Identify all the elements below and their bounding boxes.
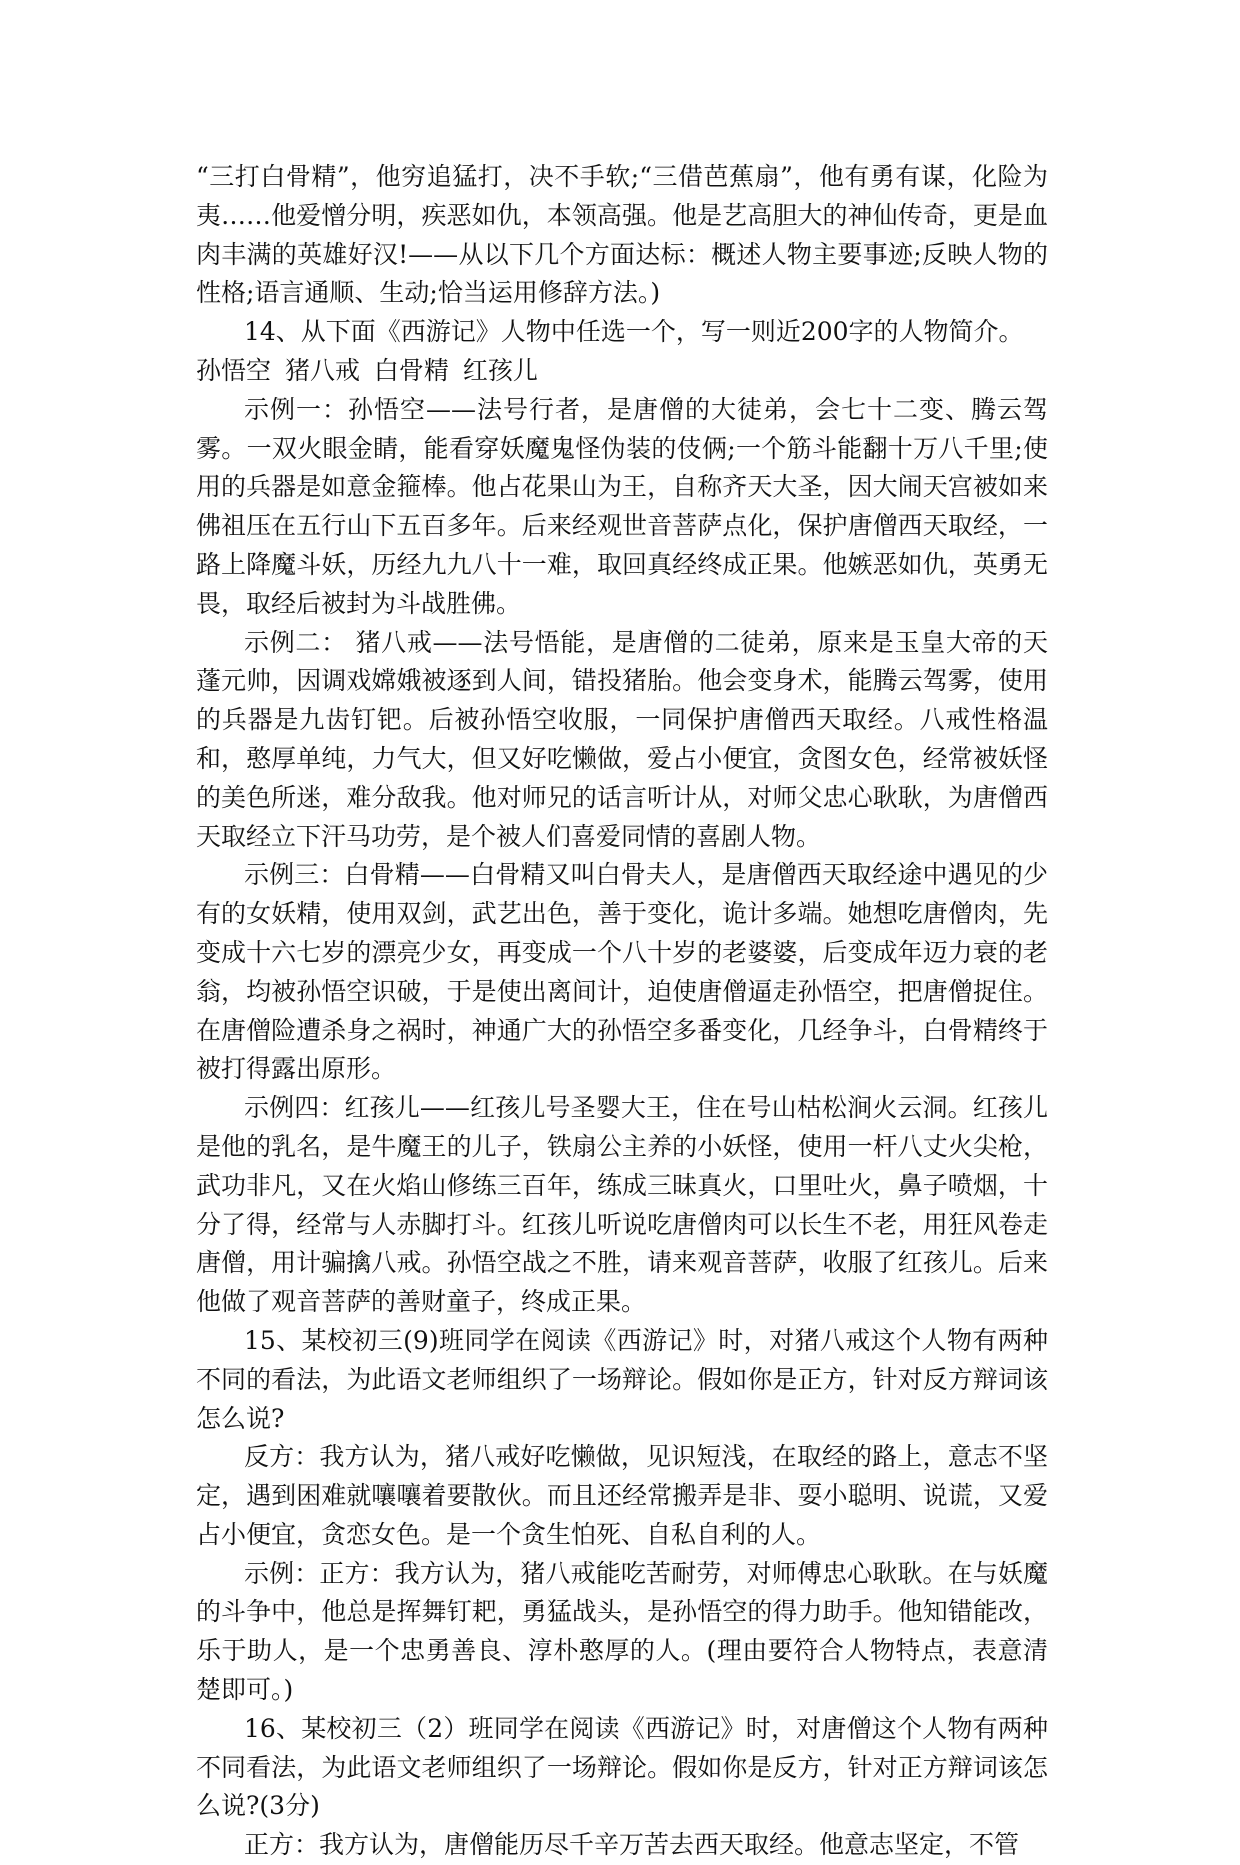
example-sun-wukong: 示例一：孙悟空——法号行者，是唐僧的大徒弟，会七十二变、腾云驾雾。一双火眼金睛，能看穿妖魔鬼怪伪装的伎俩;一个筋斗能翻十万八千里;使用的兵器是如意金箍棒。他占花果山为王，自称齐天大圣，因大闹天宫被如来佛祖压在五行山下五百多年。后来经观世音菩萨点化，保护唐僧西天取经，一路上降魔斗妖，历经九九八十一难，取回真经终成正果。他嫉恶如仇，英勇无畏，取经后被封为斗战胜佛。: [196, 394, 1048, 618]
question-14: 14、从下面《西游记》人物中任选一个，写一则近200字的人物简介。: [244, 317, 1024, 347]
paragraph-intro-continued: “三打白骨精”，他穷追猛打，决不手软;“三借芭蕉扇”，他有勇有谋，化险为夷……他爱憎分明，疾恶如仇，本领高强。他是艺高胆大的神仙传奇，更是血肉丰满的英雄好汉!——从以下几个方面达标：概述人物主要事迹;反映人物的性格;语言通顺、生动;恰当运用修辞方法。): [196, 162, 1048, 308]
affirmative-argument: 正方：我方认为，唐僧能历尽千辛万苦去西天取经。他意志坚定，不管: [244, 1830, 1020, 1860]
example-baigujing: 示例三：白骨精——白骨精又叫白骨夫人，是唐僧西天取经途中遇见的少有的女妖精，使用双剑，武艺出色，善于变化，诡计多端。她想吃唐僧肉，先变成十六七岁的漂亮少女，再变成一个八十岁的老婆婆，后变成年迈力衰的老翁，均被孙悟空识破，于是使出离间计，迫使唐僧逼走孙悟空，把唐僧捉住。在唐僧险遭杀身之祸时，神通广大的孙悟空多番变化，几经争斗，白骨精终于被打得露出原形。: [196, 860, 1048, 1084]
question-16: 16、某校初三（2）班同学在阅读《西游记》时，对唐僧这个人物有两种不同看法，为此语文老师组织了一场辩论。假如你是反方，针对正方辩词该怎么说?(3分): [196, 1713, 1048, 1821]
sample-answer-15: 示例：正方：我方认为，猪八戒能吃苦耐劳，对师傅忠心耿耿。在与妖魔的斗争中，他总是挥舞钉耙，勇猛战头，是孙悟空的得力助手。他知错能改，乐于助人，是一个忠勇善良、淳朴憨厚的人。(理由要符合人物特点，表意清楚即可。): [196, 1558, 1048, 1705]
example-zhu-bajie: 示例二： 猪八戒——法号悟能，是唐僧的二徒弟，原来是玉皇大帝的天蓬元帅，因调戏嫦娥被逐到人间，错投猪胎。他会变身术，能腾云驾雾，使用的兵器是九齿钉钯。后被孙悟空收服，一同保护唐僧西天取经。八戒性格温和，憨厚单纯，力气大，但又好吃懒做，爱占小便宜，贪图女色，经常被妖怪的美色所迷，难分敌我。他对师兄的话言听计从，对师父忠心耿耿，为唐僧西天取经立下汗马功劳，是个被人们喜爱同情的喜剧人物。: [196, 627, 1048, 851]
opposing-argument: 反方：我方认为，猪八戒好吃懒做，见识短浅，在取经的路上，意志不坚定，遇到困难就嚷嚷着要散伙。而且还经常搬弄是非、耍小聪明、说谎，又爱占小便宜，贪恋女色。是一个贪生怕死、自私自利的人。: [196, 1442, 1048, 1549]
character-name-list: 孙悟空 猪八戒 白骨精 红孩儿: [196, 355, 538, 385]
question-15: 15、某校初三(9)班同学在阅读《西游记》时，对猪八戒这个人物有两种不同的看法，为此语文老师组织了一场辩论。假如你是正方，针对反方辩词该怎么说?: [196, 1325, 1048, 1433]
example-honghaier: 示例四：红孩儿——红孩儿号圣婴大王，住在号山枯松涧火云洞。红孩儿是他的乳名，是牛魔王的儿子，铁扇公主养的小妖怪，使用一杆八丈火尖枪，武功非凡，又在火焰山修练三百年，练成三昧真火，口里吐火，鼻子喷烟，十分了得，经常与人赤脚打斗。红孩儿听说吃唐僧肉可以长生不老，用狂风卷走唐僧，用计骗擒八戒。孙悟空战之不胜，请来观音菩萨，收服了红孩儿。后来他做了观音菩萨的善财童子，终成正果。: [196, 1093, 1048, 1317]
document-body: [196, 158, 1048, 1865]
